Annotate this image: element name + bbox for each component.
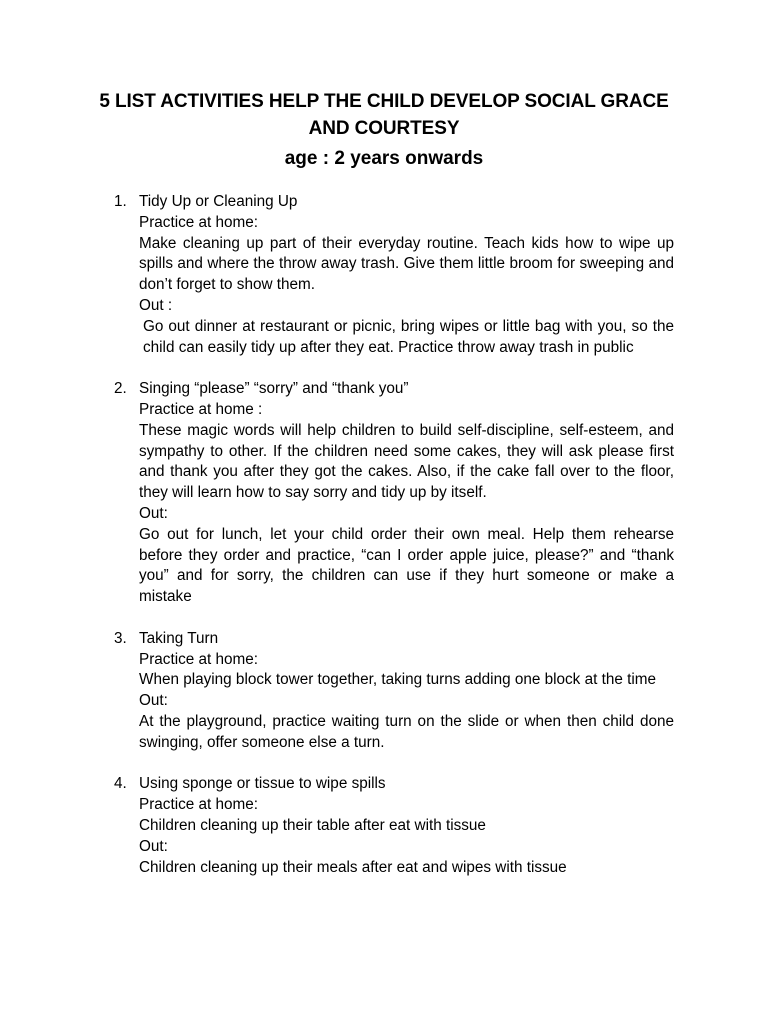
home-label: Practice at home: (139, 650, 259, 668)
document-subtitle: age : 2 years onwards (284, 148, 484, 169)
item-heading: Tidy Up or Cleaning Up (139, 193, 298, 210)
out-text: Children cleaning up their meals after eat and wipes with tissue (139, 858, 567, 876)
item-number: 3. (114, 629, 127, 647)
out-label: Out: (139, 837, 168, 855)
out-label: Out: (139, 692, 168, 710)
out-text: Go out dinner at restaurant or picnic, bring wipes or little bag with you, so the child can easily tidy up after they eat. Practice throw away trash in public (143, 317, 674, 356)
out-text: At the playground, practice waiting turn on the slide or when then child done swinging, offer someone else a turn. (139, 712, 674, 751)
home-text: These magic words will help children to build self-discipline, self-esteem, and sympathy to other. If the children need some cakes, they will ask please first and thank you after they got the cakes. Also, if the cake fall over to the floor, they will learn how to say sorry and tidy up by itself. (139, 421, 674, 502)
list-item (114, 629, 674, 754)
item-heading: Taking Turn (139, 629, 219, 647)
home-label: Practice at home: (139, 796, 259, 814)
document-title-line-2: AND COURTESY (308, 118, 460, 139)
list-item (114, 774, 674, 878)
item-number: 2. (114, 380, 127, 398)
list-item (114, 192, 674, 358)
item-heading: Singing “please” “sorry” and “thank you” (139, 380, 409, 398)
item-number: 4. (114, 775, 127, 793)
document-header (90, 88, 678, 174)
home-text: Children cleaning up their table after eat with tissue (139, 816, 486, 834)
home-label: Practice at home : (139, 400, 263, 418)
document-title-line-1: 5 LIST ACTIVITIES HELP THE CHILD DEVELOP SOCIAL GRACE (99, 91, 669, 112)
item-number: 1. (114, 193, 127, 210)
home-text: When playing block tower together, taking turns adding one block at the time (139, 671, 657, 689)
item-heading: Using sponge or tissue to wipe spills (139, 775, 386, 793)
out-label: Out : (139, 296, 173, 314)
home-label: Practice at home: (139, 213, 259, 231)
list-item (114, 379, 674, 608)
activity-list (114, 192, 674, 899)
out-label: Out: (139, 504, 168, 522)
home-text: Make cleaning up part of their everyday routine. Teach kids how to wipe up spills and where the throw away trash. Give them little broom for sweeping and don’t forget to show them. (139, 234, 674, 294)
out-text: Go out for lunch, let your child order their own meal. Help them rehearse before they order and practice, “can I order apple juice, please?” and “thank you” and for sorry, the children can use if they hurt someone or make a mistake (139, 525, 674, 606)
